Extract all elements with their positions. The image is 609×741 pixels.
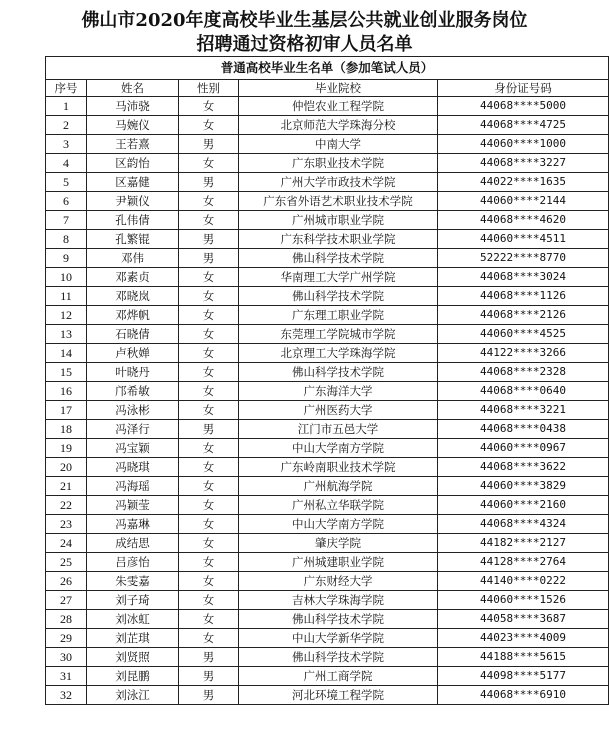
section-title-row: [46, 57, 609, 80]
row-name: 刘冰虹: [87, 610, 179, 629]
document-title-line-1: 佛山市2020年度高校毕业生基层公共就业创业服务岗位: [81, 10, 528, 31]
row-gender: 女: [179, 572, 239, 591]
table-row: [46, 173, 609, 192]
row-number: 16: [46, 382, 87, 401]
row-name: 邓素贞: [87, 268, 179, 287]
row-id-number: 52222****8770: [438, 249, 609, 268]
table-row: [46, 515, 609, 534]
row-id-number: 44068****4324: [438, 515, 609, 534]
row-name: 邝希敏: [87, 382, 179, 401]
row-gender: 女: [179, 458, 239, 477]
row-id-number: 44060****2160: [438, 496, 609, 515]
row-id-number: 44060****1526: [438, 591, 609, 610]
row-id-number: 44098****5177: [438, 667, 609, 686]
row-gender: 女: [179, 268, 239, 287]
row-school: 肇庆学院: [239, 534, 438, 553]
row-gender: 女: [179, 534, 239, 553]
row-id-number: 44068****2126: [438, 306, 609, 325]
table-row: [46, 116, 609, 135]
row-number: 15: [46, 363, 87, 382]
row-school: 佛山科学技术学院: [239, 648, 438, 667]
row-id-number: 44068****0438: [438, 420, 609, 439]
row-name: 冯海瑶: [87, 477, 179, 496]
table-row: [46, 97, 609, 116]
row-gender: 女: [179, 211, 239, 230]
row-name: 邓伟: [87, 249, 179, 268]
row-number: 10: [46, 268, 87, 287]
header-name: 姓名: [87, 80, 179, 97]
row-school: 广东财经大学: [239, 572, 438, 591]
row-school: 佛山科学技术学院: [239, 287, 438, 306]
row-gender: 女: [179, 553, 239, 572]
row-gender: 女: [179, 629, 239, 648]
row-gender: 男: [179, 173, 239, 192]
header-no: 序号: [46, 80, 87, 97]
document-title-line-2: 招聘通过资格初审人员名单: [196, 34, 413, 55]
row-id-number: 44060****3829: [438, 477, 609, 496]
table-row: [46, 648, 609, 667]
row-number: 21: [46, 477, 87, 496]
row-number: 18: [46, 420, 87, 439]
row-name: 邓晓岚: [87, 287, 179, 306]
row-number: 6: [46, 192, 87, 211]
row-number: 26: [46, 572, 87, 591]
row-school: 佛山科学技术学院: [239, 363, 438, 382]
table-row: [46, 211, 609, 230]
row-school: 华南理工大学广州学院: [239, 268, 438, 287]
row-name: 刘贤照: [87, 648, 179, 667]
row-name: 冯嘉琳: [87, 515, 179, 534]
row-name: 王若熹: [87, 135, 179, 154]
row-gender: 女: [179, 363, 239, 382]
table-row: [46, 344, 609, 363]
row-school: 广东职业技术学院: [239, 154, 438, 173]
row-id-number: 44060****4525: [438, 325, 609, 344]
row-school: 广东省外语艺术职业技术学院: [239, 192, 438, 211]
row-school: 中山大学南方学院: [239, 439, 438, 458]
row-name: 卢秋婵: [87, 344, 179, 363]
row-school: 中南大学: [239, 135, 438, 154]
row-id-number: 44058****3687: [438, 610, 609, 629]
row-id-number: 44068****4725: [438, 116, 609, 135]
row-number: 27: [46, 591, 87, 610]
row-school: 广州医药大学: [239, 401, 438, 420]
row-name: 冯颖莹: [87, 496, 179, 515]
candidate-table: [45, 56, 609, 705]
row-school: 仲恺农业工程学院: [239, 97, 438, 116]
row-school: 佛山科学技术学院: [239, 610, 438, 629]
row-gender: 女: [179, 116, 239, 135]
row-number: 17: [46, 401, 87, 420]
table-row: [46, 154, 609, 173]
header-row: [46, 80, 609, 97]
row-number: 28: [46, 610, 87, 629]
row-name: 成结思: [87, 534, 179, 553]
table-row: [46, 629, 609, 648]
row-id-number: 44068****2328: [438, 363, 609, 382]
row-name: 冯泽行: [87, 420, 179, 439]
row-school: 东莞理工学院城市学院: [239, 325, 438, 344]
row-number: 9: [46, 249, 87, 268]
row-gender: 女: [179, 192, 239, 211]
table-row: [46, 496, 609, 515]
table-row: [46, 268, 609, 287]
table-row: [46, 306, 609, 325]
row-school: 中山大学南方学院: [239, 515, 438, 534]
table-row: [46, 439, 609, 458]
row-number: 12: [46, 306, 87, 325]
table-row: [46, 458, 609, 477]
row-number: 24: [46, 534, 87, 553]
row-number: 25: [46, 553, 87, 572]
row-name: 冯宝颖: [87, 439, 179, 458]
row-name: 刘泳江: [87, 686, 179, 705]
table-row: [46, 249, 609, 268]
row-gender: 女: [179, 477, 239, 496]
row-gender: 男: [179, 135, 239, 154]
row-name: 刘昆鹏: [87, 667, 179, 686]
row-name: 孔繁锟: [87, 230, 179, 249]
row-name: 吕彦怡: [87, 553, 179, 572]
table-row: [46, 477, 609, 496]
row-name: 马婉仪: [87, 116, 179, 135]
row-name: 尹颖仪: [87, 192, 179, 211]
row-name: 马沛骁: [87, 97, 179, 116]
row-gender: 男: [179, 648, 239, 667]
row-school: 河北环境工程学院: [239, 686, 438, 705]
row-id-number: 44068****3024: [438, 268, 609, 287]
row-gender: 男: [179, 420, 239, 439]
row-name: 冯晓琪: [87, 458, 179, 477]
row-gender: 女: [179, 401, 239, 420]
row-gender: 女: [179, 287, 239, 306]
row-id-number: 44182****2127: [438, 534, 609, 553]
row-number: 22: [46, 496, 87, 515]
row-number: 31: [46, 667, 87, 686]
row-school: 广东岭南职业技术学院: [239, 458, 438, 477]
row-school: 广东科学技术职业学院: [239, 230, 438, 249]
row-gender: 女: [179, 591, 239, 610]
row-number: 2: [46, 116, 87, 135]
table-row: [46, 363, 609, 382]
table-row: [46, 382, 609, 401]
row-id-number: 44068****3622: [438, 458, 609, 477]
row-name: 区韵怡: [87, 154, 179, 173]
row-gender: 男: [179, 667, 239, 686]
table-row: [46, 667, 609, 686]
row-school: 广东理工职业学院: [239, 306, 438, 325]
table-row: [46, 610, 609, 629]
row-number: 32: [46, 686, 87, 705]
row-id-number: 44068****0640: [438, 382, 609, 401]
row-school: 佛山科学技术学院: [239, 249, 438, 268]
header-id: 身份证号码: [438, 80, 609, 97]
row-id-number: 44060****2144: [438, 192, 609, 211]
table-row: [46, 572, 609, 591]
row-number: 5: [46, 173, 87, 192]
row-gender: 男: [179, 249, 239, 268]
header-gender: 性别: [179, 80, 239, 97]
table-row: [46, 401, 609, 420]
row-number: 3: [46, 135, 87, 154]
row-gender: 女: [179, 325, 239, 344]
row-id-number: 44068****5000: [438, 97, 609, 116]
row-school: 广州大学市政技术学院: [239, 173, 438, 192]
row-id-number: 44023****4009: [438, 629, 609, 648]
row-name: 区嘉健: [87, 173, 179, 192]
table-row: [46, 230, 609, 249]
row-name: 孔伟倩: [87, 211, 179, 230]
row-school: 江门市五邑大学: [239, 420, 438, 439]
row-school: 广州城市职业学院: [239, 211, 438, 230]
table-row: [46, 686, 609, 705]
row-gender: 女: [179, 496, 239, 515]
row-id-number: 44060****0967: [438, 439, 609, 458]
row-id-number: 44188****5615: [438, 648, 609, 667]
row-gender: 女: [179, 344, 239, 363]
row-school: 北京师范大学珠海分校: [239, 116, 438, 135]
row-gender: 女: [179, 515, 239, 534]
row-name: 刘芷琪: [87, 629, 179, 648]
row-id-number: 44128****2764: [438, 553, 609, 572]
row-number: 19: [46, 439, 87, 458]
row-number: 30: [46, 648, 87, 667]
row-id-number: 44140****0222: [438, 572, 609, 591]
row-name: 邓烨帆: [87, 306, 179, 325]
row-number: 13: [46, 325, 87, 344]
row-gender: 女: [179, 154, 239, 173]
row-school: 广州工商学院: [239, 667, 438, 686]
row-id-number: 44068****4620: [438, 211, 609, 230]
row-number: 8: [46, 230, 87, 249]
row-number: 4: [46, 154, 87, 173]
row-school: 广州城建职业学院: [239, 553, 438, 572]
row-school: 中山大学新华学院: [239, 629, 438, 648]
table-body: [46, 97, 609, 705]
row-school: 吉林大学珠海学院: [239, 591, 438, 610]
row-name: 石晓倩: [87, 325, 179, 344]
row-id-number: 44068****1126: [438, 287, 609, 306]
row-name: 冯泳彬: [87, 401, 179, 420]
row-school: 广州私立华联学院: [239, 496, 438, 515]
row-name: 刘子琦: [87, 591, 179, 610]
row-id-number: 44068****3221: [438, 401, 609, 420]
table-row: [46, 325, 609, 344]
row-gender: 男: [179, 686, 239, 705]
row-gender: 女: [179, 306, 239, 325]
row-number: 1: [46, 97, 87, 116]
row-gender: 女: [179, 382, 239, 401]
table-row: [46, 287, 609, 306]
table-row: [46, 420, 609, 439]
row-number: 14: [46, 344, 87, 363]
row-number: 11: [46, 287, 87, 306]
row-name: 朱雯嘉: [87, 572, 179, 591]
table-row: [46, 534, 609, 553]
row-id-number: 44068****6910: [438, 686, 609, 705]
row-school: 广州航海学院: [239, 477, 438, 496]
row-number: 20: [46, 458, 87, 477]
section-title: 普通高校毕业生名单（参加笔试人员）: [46, 57, 609, 80]
table-row: [46, 135, 609, 154]
row-id-number: 44060****4511: [438, 230, 609, 249]
row-gender: 女: [179, 439, 239, 458]
row-number: 7: [46, 211, 87, 230]
row-id-number: 44022****1635: [438, 173, 609, 192]
row-number: 29: [46, 629, 87, 648]
table-row: [46, 192, 609, 211]
row-gender: 女: [179, 610, 239, 629]
row-gender: 男: [179, 230, 239, 249]
table-row: [46, 553, 609, 572]
row-name: 叶晓丹: [87, 363, 179, 382]
header-school: 毕业院校: [239, 80, 438, 97]
row-id-number: 44060****1000: [438, 135, 609, 154]
row-id-number: 44068****3227: [438, 154, 609, 173]
row-school: 广东海洋大学: [239, 382, 438, 401]
table-row: [46, 591, 609, 610]
row-id-number: 44122****3266: [438, 344, 609, 363]
row-school: 北京理工大学珠海学院: [239, 344, 438, 363]
row-gender: 女: [179, 97, 239, 116]
row-number: 23: [46, 515, 87, 534]
